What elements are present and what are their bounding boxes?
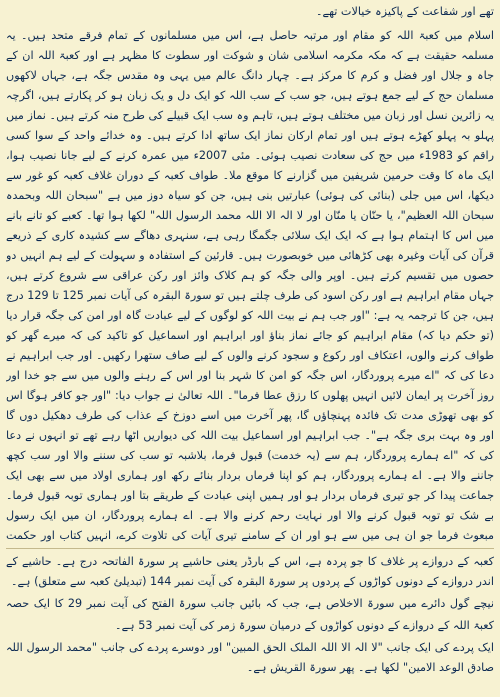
section-divider bbox=[6, 548, 494, 549]
paragraph-5: نیچے گول دائرے میں سورۃ الاخلاص ہے، جب کہ بائیں جانب سورۃ الفتح کی آیت نمبر 29 کا ایک حصہ bbox=[6, 597, 494, 610]
paragraph-4: کعبہ کے دروازے پر غلاف کا جو پردہ ہے، اس کے بارڈر یعنی حاشیے پر سورۃ الفاتحہ درج ہے۔ حاشیے کے اندر دروازے کے دونوں کواڑوں کے پردوں پر سورۃ البقرہ کی آیت نمبر 144 (تبدیلیٔ کعبہ سے متعلق) ہے۔ bbox=[6, 555, 494, 588]
paragraph-1: تھے اور شفاعت کے پاکیزہ خیالات تھے۔ bbox=[315, 5, 494, 18]
paragraph-6: کعبۃ اللہ کے دروازے کے دونوں کواڑوں کے درمیان سورۃ زمر کی آیت نمبر 53 ہے۔ bbox=[115, 619, 494, 632]
paragraph-3: راقم کو 1983ء میں حج کی سعادت نصیب ہوئی۔ مئی 2007ء میں عمرہ کرنے کے لیے جانا نصیب ہوا، ایک ماہ کا وقت حرمین شریفین میں گزارنے کا موقع ملا۔ طواف کعبہ کے دوران غلاف کعبہ کو غور سے دیکھا، اس میں جلی (بنائی کی ہوئی) عبارتیں بنی ہیں، جن کو سیاہ دوز میں ہے "سبحان اللہ وبحمدہ سبحان اللہ العظیم"، یا حنّان یا منّان اور لا الہ الا اللہ محمد الرسول اللہ" لکھا ہوا تھا۔ کعبے کو تانے بانے میں اس کا اہتمام ہوا ہے کہ ایک ایک سلائی جگمگا رہی ہے، سنہری دھاگے سے کشیدہ کاری کے ذریعے قرآن کی آیات وغیرہ بھی کڑھائی میں خوبصورت ہیں۔ قارئین کے استفادہ و سہولت کے لیے ہم انہیں دو حصوں میں تقسیم کرتے ہیں۔ اوپر والی جگہ کو ہم کلاک وائز اور رکن عراقی سے شروع کرتے ہیں، جہاں مقام ابراہیم ہے اور رکن اسود کی طرف چلتے ہیں تو سورۃ البقرہ کی آیات نمبر 125 تا 129 درج ہیں، جن کا ترجمہ یہ ہے: "اور جب ہم نے بیت اللہ کو لوگوں کے لیے عبادت گاہ اور امن کی جگہ قرار دیا (تو حکم دیا کہ) مقام ابراہیم کو جائے نماز بناؤ اور ابراہیم اور اسماعیل کو تاکید کی کہ میرے گھر کو طواف کرنے والوں، اعتکاف اور رکوع و سجود کرنے والوں کے لیے صاف ستھرا رکھیں۔ اور جب ابراہیم نے دعا کی کہ "اے میرے پروردگار، اس جگہ کو امن کا شہر بنا اور اس کے رہنے والوں میں سے جو خدا اور روز آخرت پر ایمان لائیں انہیں پھلوں کا رزق عطا فرما"۔ اللہ تعالیٰ نے جواب دیا: "اور جو کافر ہوگا اس کو بھی تھوڑی مدت تک فائدہ پہنچاؤں گا، پھر آخرت میں اسے دوزخ کے عذاب کی طرف دھکیل دوں گا اور وہ بہت بری جگہ ہے"۔ جب ابراہیم اور اسماعیل بیت اللہ کی دیواریں اٹھا رہے تھے تو انہوں نے دعا کی کہ "اے ہمارے پروردگار، ہم سے (یہ خدمت) قبول فرما، بلاشبہ تو سب کی سننے والا اور سب کچھ جاننے والا ہے۔ اے ہمارے پروردگار، ہم کو اپنا فرماں بردار بنائے رکھ اور ہماری اولاد میں سے بھی ایک جماعت پیدا کر جو تیری فرماں بردار ہو اور ہمیں اپنی عبادت کے طریقے بتا اور ہماری توبہ قبول فرما۔ بے شک تو توبہ قبول کرنے والا اور نہایت رحم کرنے والا ہے۔ اے ہمارے پروردگار، ان میں ایک رسول مبعوث فرما جو ان ہی میں سے ہو اور ان کے سامنے تیری آیات کی تلاوت کرے، انہیں کتاب اور حکمت bbox=[6, 149, 494, 542]
paragraph-7: ایک پردے کی ایک جانب "لا الہ الا اللہ الملک الحق المبین" اور دوسرے پردے کی جانب "محمد الرسول اللہ صادق الوعد الامین" لکھا ہے۔ پھر سورۃ القریش ہے۔ bbox=[6, 641, 494, 674]
paragraph-2: اسلام میں کعبۃ اللہ کو مقام اور مرتبہ حاصل ہے، اس میں مسلمانوں کے تمام فرقے متحد ہیں۔ یہ مسلمہ حقیقت ہے کہ مکہ مکرمہ اسلامی شان و شوکت اور سطوت کا مظہر ہے اور کعبۃ اللہ ان کے جاہ و جلال اور فضل و کرم کا مرکز ہے۔ چہار دانگ عالم میں یہی وہ مقدس جگہ ہے، جہاں لاکھوں مسلمان حج کے لیے جمع ہوتے ہیں، جو سب کے سب اللہ کو ایک دل و یک زبان ہو کر پکارتے ہیں، اگرچہ یہ زائرین نسل اور زبان میں مختلف ہوتے ہیں، تاہم وہ سب ایک قبیلے کی طرح منہ کرتے ہیں۔ نماز میں پہلو بہ پہلو کھڑے ہوتے ہیں اور تمام ارکان نماز ایک ساتھ ادا کرتے ہیں۔ وہ خدائے واحد کے سوا کسی bbox=[6, 29, 494, 142]
